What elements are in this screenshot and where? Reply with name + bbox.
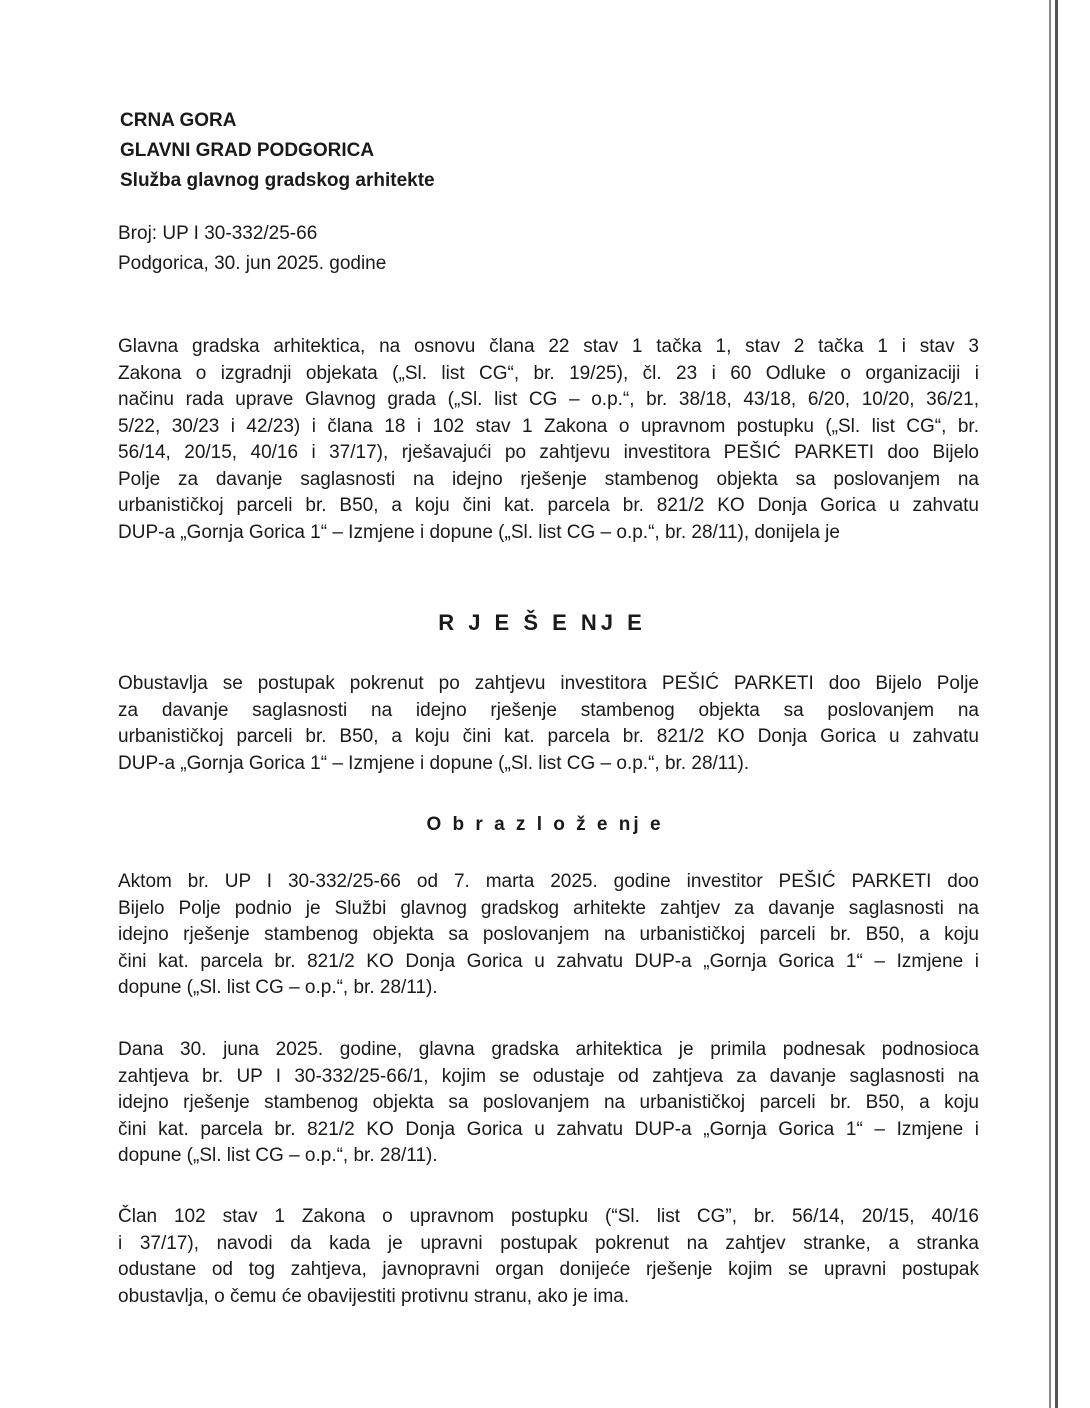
header-country: CRNA GORA	[120, 110, 237, 131]
text-line: DUP-a „Gornja Gorica 1“ – Izmjene i dopune („Sl. list CG – o.p.“, br. 28/11).	[118, 752, 750, 774]
text-line: idejno rješenje stambenog objekta sa poslovanjem na urbanističkoj parceli br. B50, a koju	[118, 1092, 979, 1113]
text-line: dopune („Sl. list CG – o.p.“, br. 28/11).	[118, 1145, 438, 1166]
text-line: urbanističkoj parceli br. B50, a koju čini kat. parcela br. 821/2 KO Donja Gorica u zahvatu	[118, 726, 979, 747]
text-line: Član 102 stav 1 Zakona o upravnom postupku (“Sl. list CG”, br. 56/14, 20/15, 40/16	[118, 1206, 979, 1227]
document-header	[120, 106, 435, 196]
text-line: čini kat. parcela br. 821/2 KO Donja Gorica u zahvatu DUP-a „Gornja Gorica 1“ – Izmjene i	[118, 1118, 979, 1140]
text-line: Dana 30. juna 2025. godine, glavna gradska arhitektica je primila podnesak podnosioca	[118, 1039, 979, 1060]
rjesenje-paragraph	[118, 671, 979, 777]
text-line: i 37/17), navodi da kada je upravni postupak pokrenut na zahtjev stranke, a stranka	[118, 1232, 979, 1254]
text-line: Bijelo Polje podnio je Službi glavnog gradskog arhitekte zahtjev za davanje saglasnosti na	[118, 897, 979, 919]
text-line: DUP-a „Gornja Gorica 1“ – Izmjene i dopune („Sl. list CG – o.p.“, br. 28/11), donijela je	[118, 521, 840, 543]
document-number: Broj: UP I 30-332/25-66	[118, 223, 318, 244]
text-line: 56/14, 20/15, 40/16 i 37/17), rješavajući po zahtjevu investitora PEŠIĆ PARKETI doo Bijelo	[118, 442, 979, 463]
scan-edge-line	[1055, 0, 1058, 1408]
text-line: obustavlja, o čemu će obavijestiti protivnu stranu, ako je ima.	[118, 1285, 630, 1307]
document-date: Podgorica, 30. jun 2025. godine	[118, 253, 387, 274]
text-line: odustane od tog zahtjeva, javnopravni organ donijeće rješenje kojim se upravni postupak	[118, 1259, 979, 1280]
reasoning-paragraph-3	[118, 1204, 979, 1310]
text-line: Aktom br. UP I 30-332/25-66 od 7. marta 2025. godine investitor PEŠIĆ PARKETI doo	[118, 871, 979, 892]
document-meta	[118, 219, 386, 279]
text-line: načinu rada uprave Glavnog grada („Sl. list CG – o.p.“, br. 38/18, 43/18, 6/20, 10/20, 36/21,	[118, 389, 979, 410]
text-line: zahtjeva br. UP I 30-332/25-66/1, kojim se odustaje od zahtjeva za davanje saglasnosti na	[118, 1065, 979, 1087]
header-city: GLAVNI GRAD PODGORICA	[120, 140, 375, 161]
text-line: za davanje saglasnosti na idejno rješenje stambenog objekta sa poslovanjem na	[118, 699, 979, 721]
reasoning-paragraph-1	[118, 869, 979, 1002]
text-line: dopune („Sl. list CG – o.p.“, br. 28/11).	[118, 977, 438, 998]
text-line: čini kat. parcela br. 821/2 KO Donja Gorica u zahvatu DUP-a „Gornja Gorica 1“ – Izmjene i	[118, 950, 979, 972]
obrazlozenje-heading: O b r a z l o ž e nj e	[426, 814, 664, 835]
text-line: Polje za davanje saglasnosti na idejno rješenje stambenog objekta sa poslovanjem na	[118, 468, 979, 490]
text-line: 5/22, 30/23 i 42/23) i člana 18 i 102 stav 1 Zakona o upravnom postupku („Sl. list CG“, br.	[118, 415, 979, 437]
reasoning-paragraph-2	[118, 1037, 979, 1170]
text-line: Glavna gradska arhitektica, na osnovu člana 22 stav 1 tačka 1, stav 2 tačka 1 i stav 3	[118, 336, 979, 357]
header-office: Služba glavnog gradskog arhitekte	[120, 170, 435, 191]
text-line: idejno rješenje stambenog objekta sa poslovanjem na urbanističkoj parceli br. B50, a koju	[118, 924, 979, 945]
text-line: urbanističkoj parceli br. B50, a koju čini kat. parcela br. 821/2 KO Donja Gorica u zahvatu	[118, 495, 979, 516]
intro-paragraph	[118, 334, 979, 546]
rjesenje-heading: R J E Š E NJ E	[438, 610, 646, 635]
scan-edge-line	[1049, 0, 1051, 1408]
text-line: Zakona o izgradnji objekata („Sl. list CG“, br. 19/25), čl. 23 i 60 Odluke o organizaciji i	[118, 362, 979, 384]
text-line: Obustavlja se postupak pokrenut po zahtjevu investitora PEŠIĆ PARKETI doo Bijelo Polje	[118, 673, 979, 694]
